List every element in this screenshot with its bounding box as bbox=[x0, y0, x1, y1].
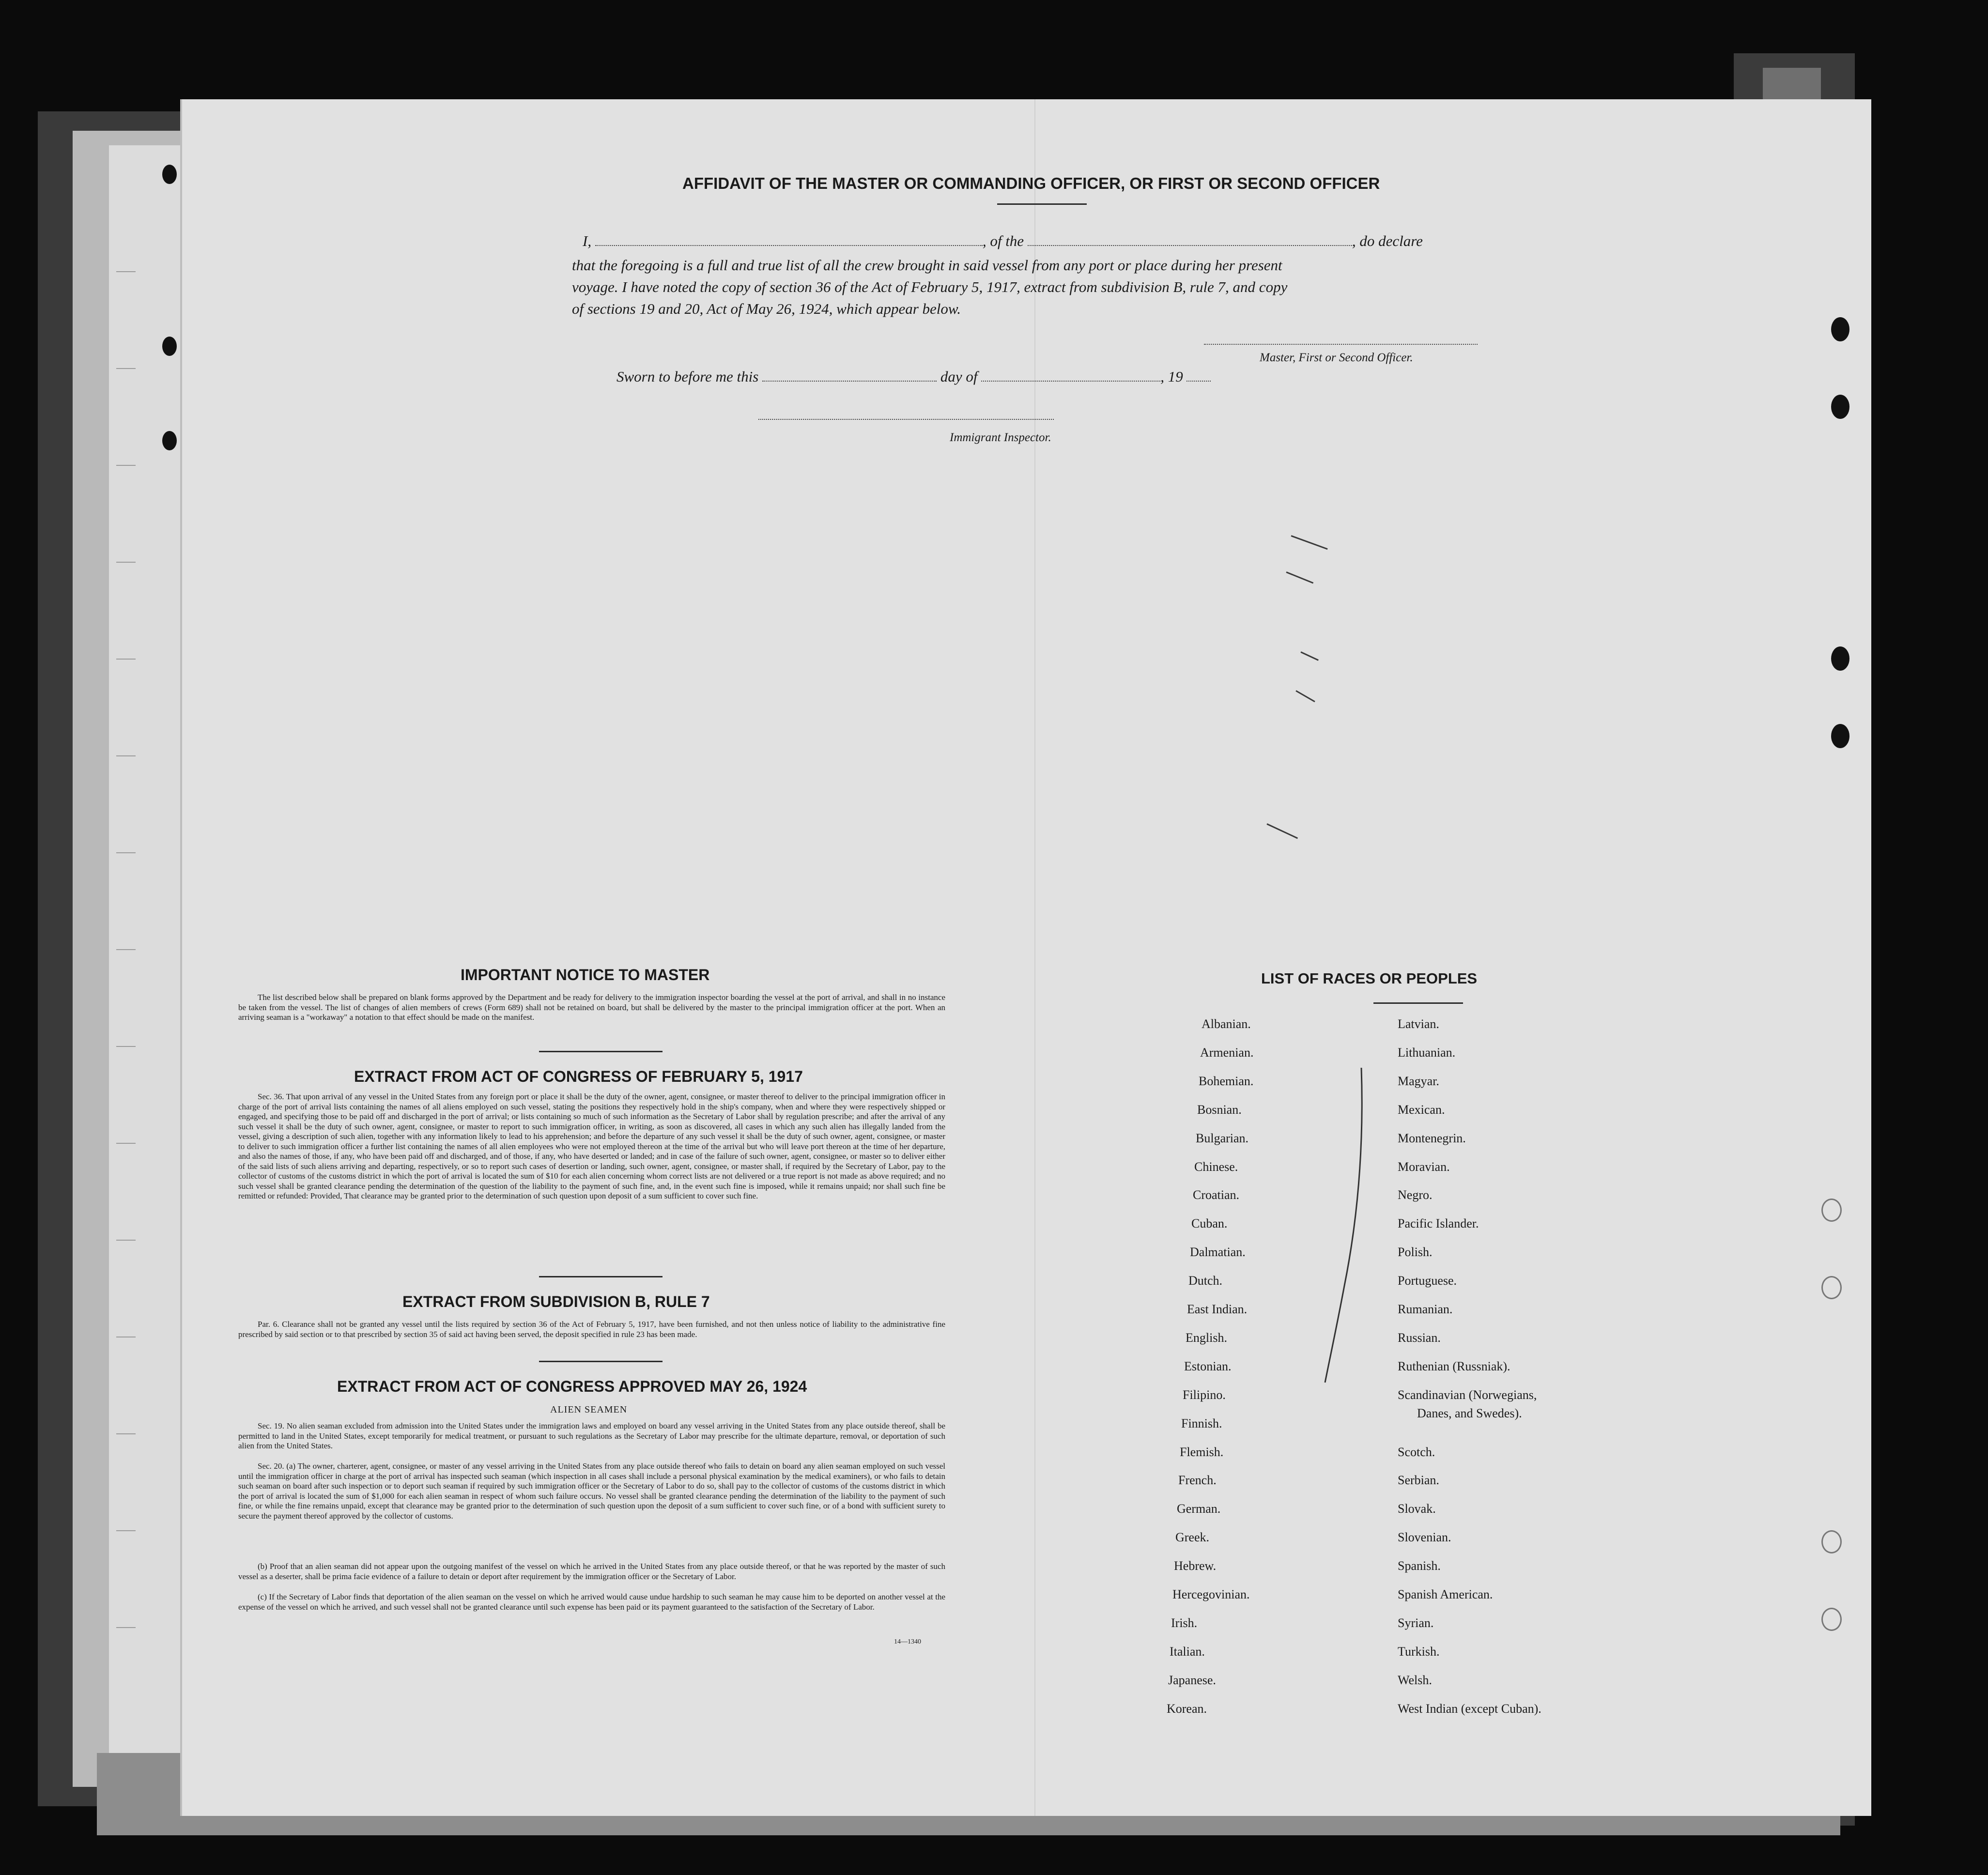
race-item: Lithuanian. bbox=[1398, 1045, 1456, 1060]
reinforcement-ring bbox=[1821, 1276, 1842, 1299]
punch-hole bbox=[1831, 646, 1849, 671]
race-item: Cuban. bbox=[1191, 1216, 1228, 1231]
race-item: Korean. bbox=[1167, 1701, 1207, 1716]
reinforcement-ring bbox=[1821, 1530, 1842, 1553]
sworn-year-blank[interactable] bbox=[1187, 381, 1211, 382]
race-item: Japanese. bbox=[1168, 1673, 1216, 1687]
race-item: Russian. bbox=[1398, 1330, 1441, 1345]
race-item: Slovenian. bbox=[1398, 1530, 1451, 1545]
extract-1924-subtitle: ALIEN SEAMEN bbox=[550, 1404, 628, 1415]
race-item: Armenian. bbox=[1200, 1045, 1254, 1060]
race-item: East Indian. bbox=[1187, 1302, 1248, 1316]
pencil-mark bbox=[1295, 690, 1315, 702]
race-item: Montenegrin. bbox=[1398, 1131, 1466, 1145]
extract-rule7-rule bbox=[539, 1361, 663, 1362]
race-item: Welsh. bbox=[1398, 1673, 1432, 1687]
extract-rule7-title: EXTRACT FROM SUBDIVISION B, RULE 7 bbox=[402, 1293, 710, 1310]
reinforcement-ring bbox=[1821, 1199, 1842, 1222]
punch-hole bbox=[1831, 395, 1849, 419]
sworn-label: Sworn to before me this bbox=[616, 368, 759, 385]
sworn-month-blank[interactable] bbox=[981, 381, 1160, 382]
race-item: German. bbox=[1177, 1502, 1221, 1516]
race-item: Dutch. bbox=[1188, 1274, 1223, 1288]
race-item: Bohemian. bbox=[1199, 1074, 1254, 1088]
affidavit-title: AFFIDAVIT OF THE MASTER OR COMMANDING OFFICER, OR FIRST OR SECOND OFFICER bbox=[682, 174, 1380, 192]
race-item: Turkish. bbox=[1398, 1644, 1440, 1659]
race-item: Dalmatian. bbox=[1190, 1245, 1246, 1260]
punch-hole bbox=[1831, 317, 1849, 341]
race-item: Serbian. bbox=[1398, 1473, 1439, 1488]
race-item: Spanish American. bbox=[1398, 1587, 1493, 1601]
race-item: Albanian. bbox=[1202, 1017, 1251, 1031]
race-item: Polish. bbox=[1398, 1245, 1433, 1260]
sworn-line bbox=[616, 368, 1211, 385]
race-item: Negro. bbox=[1398, 1188, 1433, 1202]
race-item: Danes, and Swedes). bbox=[1417, 1406, 1522, 1420]
extract-rule7-text: Par. 6. Clearance shall not be granted any vessel until the lists required by section 36 of the Act of February 5, 1917, have been furnished, and not then unless notice of liability to the administrative fine prescribed by said section or to that prescribed by section 35 of said act having been served, the deposit specified in rule 23 has been made. bbox=[238, 1320, 945, 1339]
race-item: Hebrew. bbox=[1174, 1559, 1217, 1573]
race-item: Filipino. bbox=[1183, 1387, 1226, 1402]
race-item: Estonian. bbox=[1184, 1359, 1232, 1373]
race-item: French. bbox=[1178, 1473, 1217, 1488]
punch-hole bbox=[162, 165, 177, 184]
name-blank[interactable] bbox=[595, 245, 983, 246]
punch-hole bbox=[162, 337, 177, 356]
inspector-label: Immigrant Inspector. bbox=[950, 431, 1051, 444]
race-item: Latvian. bbox=[1398, 1017, 1439, 1031]
affidavit-line-1 bbox=[583, 232, 1423, 250]
race-item: Pacific Islander. bbox=[1398, 1216, 1479, 1231]
race-item: Greek. bbox=[1175, 1530, 1210, 1545]
race-item: Syrian. bbox=[1398, 1615, 1434, 1630]
race-item: Hercegovinian. bbox=[1172, 1587, 1250, 1601]
of-the-label: , of the bbox=[982, 232, 1024, 249]
sec19-text: Sec. 19. No alien seaman excluded from admission into the United States under the immigration laws and employed on board any vessel arriving in the United States from any place outside thereof, shall be permitted to land in the United States, except temporarily for medical treatment, or pursuant to such regulations as the Secretary of Labor may prescribe for the ultimate departure, removal, or deportation of such alien from the United States. bbox=[238, 1421, 945, 1450]
races-title: LIST OF RACES OR PEOPLES bbox=[1261, 970, 1478, 987]
race-item: Portuguese. bbox=[1398, 1274, 1457, 1288]
race-item: Moravian. bbox=[1398, 1159, 1450, 1174]
i-label: I, bbox=[583, 232, 592, 249]
affidavit-line-3: voyage. I have noted the copy of section 36 of the Act of February 5, 1917, extract from subdivision B, rule 7, and copy bbox=[572, 278, 1288, 295]
affidavit-sheet bbox=[180, 99, 1871, 1816]
reinforcement-ring bbox=[1821, 1608, 1842, 1631]
races-rule bbox=[1373, 1002, 1463, 1004]
race-item: Irish. bbox=[1171, 1615, 1198, 1630]
punch-hole bbox=[1831, 724, 1849, 748]
punch-hole bbox=[162, 431, 177, 450]
pencil-mark bbox=[1266, 823, 1298, 839]
extract-1917-title: EXTRACT FROM ACT OF CONGRESS OF FEBRUARY 5, 1917 bbox=[354, 1068, 803, 1085]
vessel-blank[interactable] bbox=[1028, 245, 1352, 246]
title-rule bbox=[997, 203, 1087, 205]
pencil-mark bbox=[1300, 651, 1319, 661]
fold-line bbox=[1034, 99, 1035, 1816]
day-of-label: day of bbox=[940, 368, 978, 385]
master-signature-label: Master, First or Second Officer. bbox=[1260, 351, 1413, 364]
pencil-mark bbox=[1286, 571, 1313, 584]
form-number: 14—1340 bbox=[894, 1638, 921, 1645]
pencil-bracket bbox=[1315, 1068, 1373, 1387]
affidavit-line-4: of sections 19 and 20, Act of May 26, 1924, which appear below. bbox=[572, 300, 961, 317]
year-label: , 19 bbox=[1160, 368, 1183, 385]
do-declare-label: , do declare bbox=[1352, 232, 1423, 249]
sec20b-text: (b) Proof that an alien seaman did not appear upon the outgoing manifest of the vessel on which he arrived in the United States from any place outside thereof, or that he was reported by the master of such vessel as a deserter, shall be prima facie evidence of a failure to detain or deport after requirement by the immigration officer or the Secretary of Labor. bbox=[238, 1562, 945, 1581]
pencil-mark bbox=[1291, 535, 1327, 550]
affidavit-line-2: that the foregoing is a full and true list of all the crew brought in said vessel from any port or place during her present bbox=[572, 257, 1282, 274]
race-item: Ruthenian (Russniak). bbox=[1398, 1359, 1510, 1373]
race-item: Slovak. bbox=[1398, 1502, 1436, 1516]
notice-rule bbox=[539, 1051, 663, 1052]
race-item: West Indian (except Cuban). bbox=[1398, 1701, 1541, 1716]
race-item: Italian. bbox=[1170, 1644, 1205, 1659]
race-item: Mexican. bbox=[1398, 1102, 1445, 1117]
extract-1917-text: Sec. 36. That upon arrival of any vessel in the United States from any foreign port or place it shall be the duty of the owner, agent, consignee, or master thereof to deliver to the principal immigration officer in charge of the port of arrival lists containing the names of all aliens employed on such vessel, stating the positions they respectively hold in the ship's company, when and where they were respectively shipped or engaged, and specifying those to be paid off and discharged in the port of arrival; or lists containing so much of such information as the Secretary of Labor shall by regulation prescribe; and after the arrival of any such vessel it shall be the duty of such owner, agent, consignee, or master to report to such immigration officer, in writing, as soon as discovered, all cases in which any such alien has illegally landed from the vessel, giving a description of such alien, together with any information likely to lead to his apprehension; and before the departure of any such vessel it shall be the duty of such owner, agent, consignee, or master to deliver to such immigration officer a further list containing the names of all alien employees who were not employed thereon at the time of the arrival but who will leave port thereon at the time of her departure, and also the names of those, if any, who have been paid off and discharged, and of those, if any, who have deserted or landed; and in case of the failure of such owner, agent, consignee, or master so to deliver either of the said lists of such aliens arriving and departing, respectively, or so to report such cases of desertion or landing, such owner, agent, consignee, or master shall, if required by the Secretary of Labor, pay to the collector of customs of the customs district in which the port of arrival is located the sum of $10 for each alien concerning whom correct lists are not delivered or a true report is not made as above required; and no such vessel shall be granted clearance pending the determination of the question of the liability to the payment of such fine, and, in the event such fine is imposed, while it remains unpaid; nor shall such fine be remitted or refunded: Provided, That clearance may be granted prior to the determination of such question upon deposit of a sum sufficient to cover such fine. bbox=[238, 1092, 945, 1200]
race-item: English. bbox=[1186, 1330, 1227, 1345]
race-item: Rumanian. bbox=[1398, 1302, 1453, 1316]
sworn-day-blank[interactable] bbox=[762, 381, 937, 382]
race-item: Flemish. bbox=[1180, 1445, 1224, 1459]
notice-title: IMPORTANT NOTICE TO MASTER bbox=[461, 966, 710, 984]
race-item: Scotch. bbox=[1398, 1445, 1435, 1459]
left-grid-lines bbox=[116, 271, 184, 1724]
race-item: Finnish. bbox=[1181, 1416, 1222, 1430]
master-signature-line[interactable] bbox=[1204, 344, 1478, 345]
extract-1924-title: EXTRACT FROM ACT OF CONGRESS APPROVED MAY 26, 1924 bbox=[337, 1378, 807, 1395]
race-item: Bosnian. bbox=[1197, 1102, 1242, 1117]
sec20c-text: (c) If the Secretary of Labor finds that deportation of the alien seaman on the vessel on which he arrived would cause undue hardship to such seaman he may cause him to be deported on another vessel at the expense of the vessel on which he arrived, and such vessel shall not be granted clearance until such expense has been paid or its payment guaranteed to the satisfaction of the Secretary of Labor. bbox=[238, 1592, 945, 1612]
race-item: Chinese. bbox=[1194, 1159, 1238, 1174]
notice-text: The list described below shall be prepared on blank forms approved by the Department and be ready for delivery to the immigration inspector boarding the vessel at the port of arrival, and shall in no instance be taken from the vessel. The list of changes of alien members of crews (Form 689) shall not be retained on board, but shall be delivered by the master to the principal immigration officer at the port. When an arriving seaman is a "workaway" a notation to that effect should be made on the manifest. bbox=[238, 993, 945, 1022]
race-item: Croatian. bbox=[1193, 1188, 1240, 1202]
race-item: Magyar. bbox=[1398, 1074, 1439, 1088]
race-item: Bulgarian. bbox=[1196, 1131, 1249, 1145]
extract-1917-rule bbox=[539, 1276, 663, 1277]
race-item: Scandinavian (Norwegians, bbox=[1398, 1387, 1537, 1402]
race-item: Spanish. bbox=[1398, 1559, 1441, 1573]
sec20a-text: Sec. 20. (a) The owner, charterer, agent, consignee, or master of any vessel arriving in the United States from any place outside thereof who fails to detain on board any alien seaman employed on such vessel until the immigration officer in charge at the port of arrival has inspected such seaman (which inspection in all cases shall include a personal physical examination by the medical examiners), or who fails to detain such seaman on board after such inspection or to deport such seaman if required by such immigration officer or the Secretary of Labor to do so, shall pay to the collector of customs of the customs district in which the port of arrival is located the sum of $1,000 for each alien seaman in respect of whom such failure occurs. No vessel shall be granted clearance pending the determination of the liability to the payment of such fine, or while the fine remains unpaid, except that clearance may be granted prior to the determination of such question upon the deposit of a sum sufficient to cover such fine, or of a bond with sufficient surety to secure the payment thereof approved by the collector of customs. bbox=[238, 1461, 945, 1521]
inspector-signature-line[interactable] bbox=[758, 419, 1054, 420]
